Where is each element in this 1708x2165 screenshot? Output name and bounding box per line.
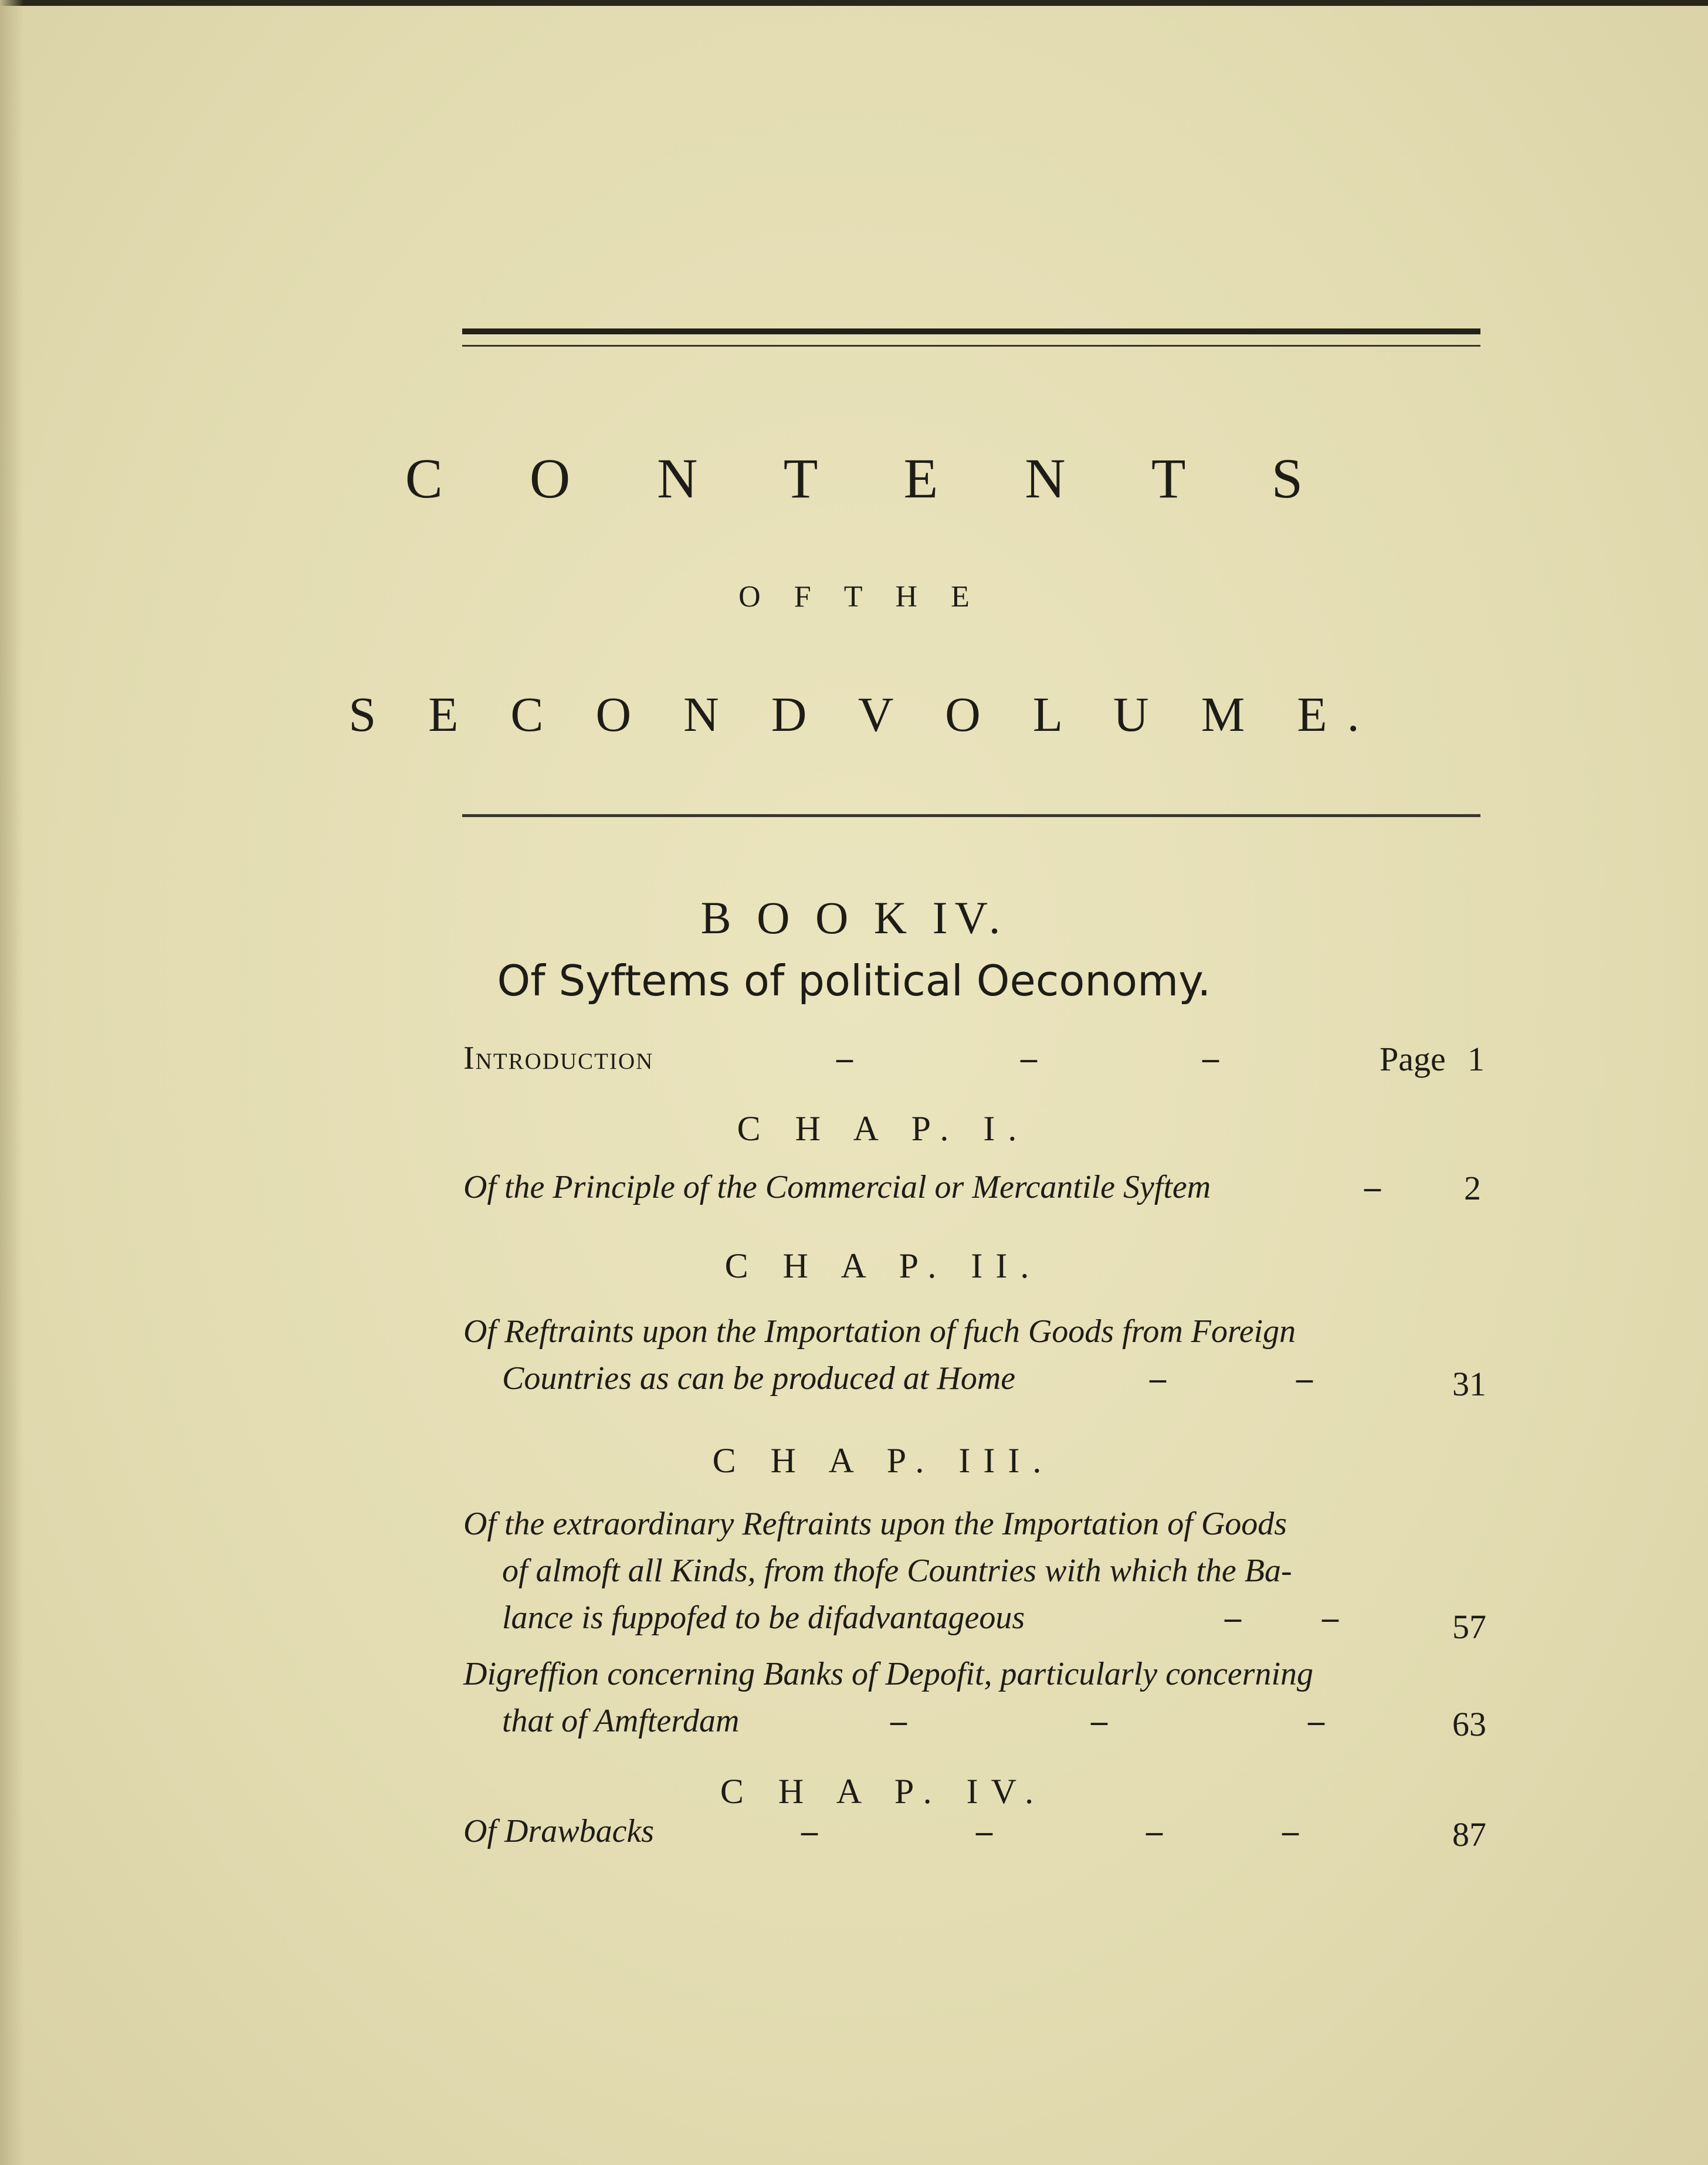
- leader-dash: –: [1225, 1600, 1241, 1636]
- entry-page-number: 57: [1452, 1608, 1486, 1646]
- book-subtitle: Of Syftems of political Oeconomy.: [497, 956, 1211, 1005]
- leader-dash: –: [1282, 1813, 1299, 1849]
- leader-dash: –: [976, 1813, 992, 1849]
- entry-page-number: 31: [1452, 1365, 1486, 1403]
- page-left-edge: [0, 0, 23, 2165]
- of-the-line: O F T H E: [738, 580, 982, 614]
- leader-dash: –: [1146, 1813, 1163, 1849]
- contents-title: C O N T E N T S: [405, 447, 1340, 510]
- leader-dash: –: [1308, 1703, 1324, 1739]
- entry-line: lance is fuppofed to be difadvantageous: [502, 1600, 1025, 1636]
- entry-line: of almoft all Kinds, from thofe Countries with which the Ba-: [502, 1553, 1292, 1589]
- chapter-heading: C H A P. II.: [724, 1246, 1042, 1285]
- middle-rule: [462, 814, 1480, 817]
- chapter-heading: C H A P. III.: [712, 1441, 1055, 1480]
- book-heading: B O O K IV.: [700, 892, 1008, 943]
- introduction-page-number: 1: [1468, 1040, 1485, 1078]
- entry-line: Digreffion concerning Banks of Depofit, particularly concerning: [463, 1656, 1313, 1692]
- leader-dash: –: [1091, 1703, 1107, 1739]
- top-rule-thin: [462, 345, 1480, 347]
- top-rule-thick: [462, 328, 1480, 334]
- entry-page-number: 2: [1464, 1169, 1481, 1207]
- introduction-label: Introduction: [463, 1040, 654, 1076]
- leader-dash: –: [836, 1040, 853, 1076]
- entry-line: Of Reftraints upon the Importation of fuch Goods from Foreign: [463, 1313, 1296, 1350]
- volume-title: S E C O N D V O L U M E.: [348, 687, 1380, 742]
- entry-line: Of the Principle of the Commercial or Mercantile Syftem: [463, 1169, 1211, 1205]
- leader-dash: –: [890, 1703, 907, 1739]
- entry-line: Countries as can be produced at Home: [502, 1360, 1016, 1397]
- leader-dash: –: [1296, 1360, 1313, 1397]
- entry-line: Of the extraordinary Reftraints upon the Importation of Goods: [463, 1506, 1287, 1542]
- leader-dash: –: [1021, 1040, 1037, 1076]
- leader-dash: –: [1202, 1040, 1219, 1076]
- leader-dash: –: [1322, 1600, 1338, 1636]
- leader-dash: –: [1150, 1360, 1166, 1397]
- entry-line: Of Drawbacks: [463, 1813, 655, 1849]
- entry-page-number: 87: [1452, 1815, 1486, 1854]
- entry-line: that of Amfterdam: [502, 1703, 740, 1739]
- leader-dash: –: [1364, 1169, 1381, 1205]
- chapter-heading: C H A P. IV.: [720, 1772, 1047, 1811]
- chapter-heading: C H A P. I.: [737, 1109, 1030, 1148]
- entry-page-number: 63: [1452, 1705, 1486, 1743]
- page-top-edge: [0, 0, 1708, 6]
- leader-dash: –: [801, 1813, 818, 1849]
- page-label: Page: [1380, 1040, 1446, 1078]
